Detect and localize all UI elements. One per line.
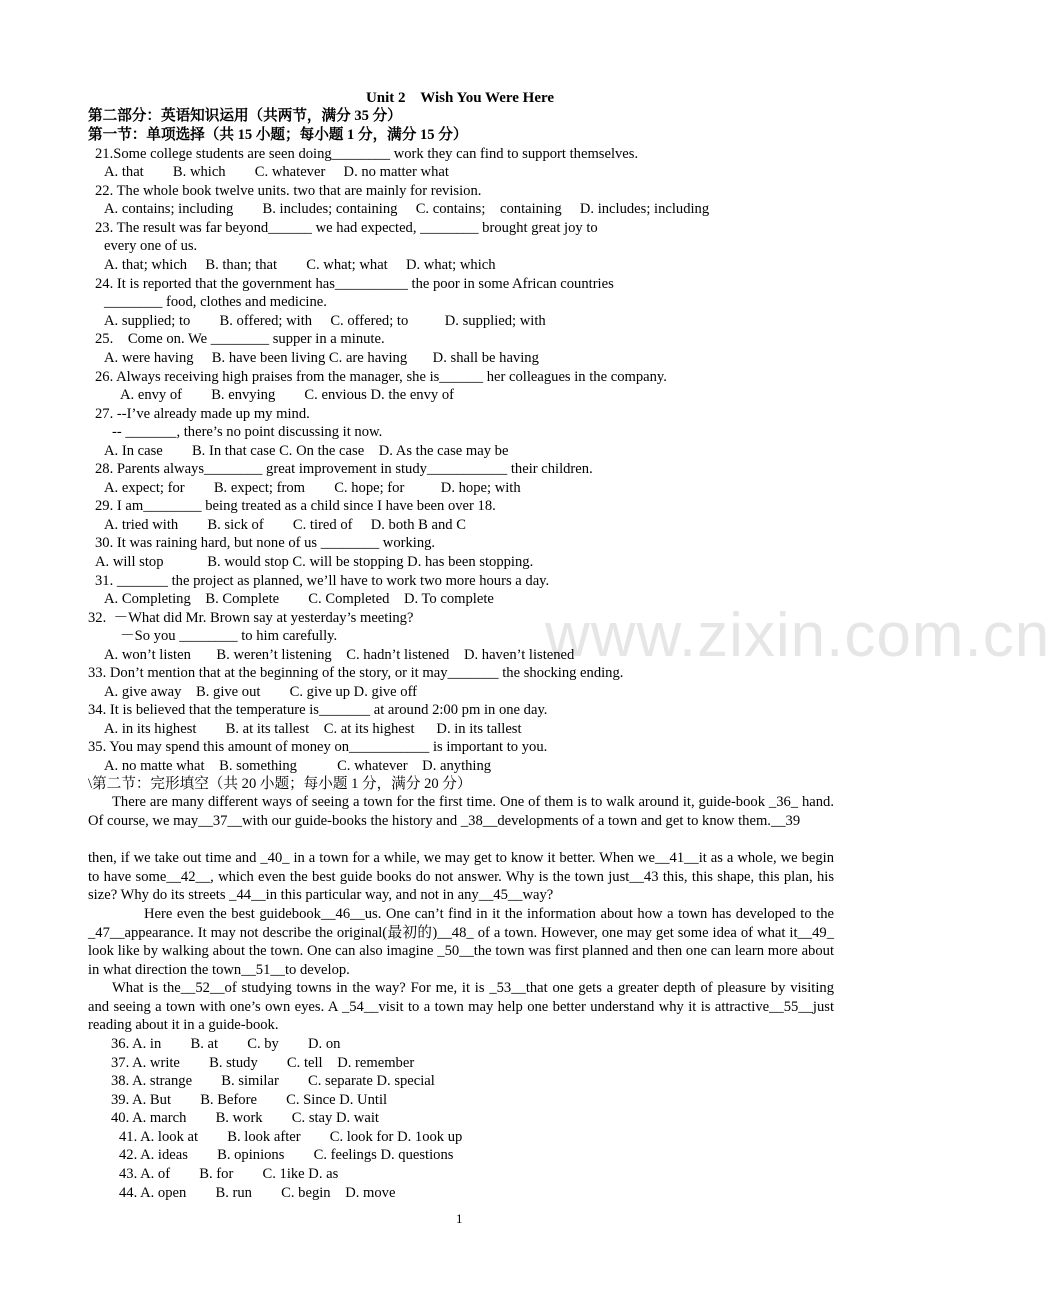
question-line: 33. Don’t mention that at the beginning of the story, or it may_______ the shocking ending.	[88, 665, 624, 681]
option-line: 36. A. in B. at C. by D. on	[111, 1036, 341, 1052]
cloze-paragraph-1: There are many different ways of seeing a town for the first time. One of them is to walk around it, guide-book _36_ hand. Of course, we may__37__with our guide-books the history and _38__developments of a town and get to know them.__39	[88, 794, 834, 829]
question-line: every one of us.	[104, 238, 198, 254]
question-line: －So you ________ to him carefully.	[120, 628, 338, 644]
option-line: 42. A. ideas B. opinions C. feelings D. questions	[119, 1147, 454, 1163]
question-line: 30. It was raining hard, but none of us ________ working.	[95, 535, 436, 551]
part2-header: 第二部分：英语知识运用（共两节，满分 35 分）	[88, 108, 402, 124]
option-line: 44. A. open B. run C. begin D. move	[119, 1185, 396, 1201]
question-line: 25. Come on. We ________ supper in a minute.	[95, 331, 385, 347]
question-line: -- _______, there’s no point discussing it now.	[112, 424, 383, 440]
question-line: A. tried with B. sick of C. tired of D. both B and C	[104, 517, 466, 533]
question-line: ________ food, clothes and medicine.	[104, 294, 327, 310]
option-line: 37. A. write B. study C. tell D. remember	[111, 1055, 415, 1071]
question-line: A. will stop B. would stop C. will be stopping D. has been stopping.	[95, 554, 534, 570]
question-line: A. contains; including B. includes; containing C. contains; containing D. includes; including	[104, 201, 710, 217]
question-line: 28. Parents always________ great improvement in study___________ their children.	[95, 461, 593, 477]
question-line: 21.Some college students are seen doing________ work they can find to support themselves.	[95, 146, 639, 162]
question-line: A. won’t listen B. weren’t listening C. hadn’t listened D. haven’t listened	[104, 647, 575, 663]
question-line: A. that; which B. than; that C. what; what D. what; which	[104, 257, 496, 273]
question-line: A. in its highest B. at its tallest C. at its highest D. in its tallest	[104, 721, 522, 737]
cloze-paragraph-3: What is the__52__of studying towns in the way? For me, it is _53__that one gets a greater depth of pleasure by visiting and seeing a town with one’s own eyes. A _54__visit to a town may help one better understand why it is attractive__55__just reading about it in a guide-book.	[88, 980, 834, 1034]
question-line: A. were having B. have been living C. are having D. shall be having	[104, 350, 539, 366]
option-line: 40. A. march B. work C. stay D. wait	[111, 1110, 379, 1126]
question-line: 23. The result was far beyond______ we had expected, ________ brought great joy to	[95, 220, 598, 236]
watermark: www.zixin.com.cn	[545, 601, 1050, 670]
cloze-paragraph-2: Here even the best guidebook__46__us. One can’t find in it the information about how a town has developed to the _47__appearance. It may not describe the original(最初的)__48_ of a town. However, one may get some idea of what it__49_ look like by walking about the town. One can also imagine _50__the town was first planned and then one can learn more about in what direction the town__51__to develop.	[88, 906, 834, 978]
question-line: 24. It is reported that the government has__________ the poor in some African countries	[95, 276, 614, 292]
question-line: A. supplied; to B. offered; with C. offered; to D. supplied; with	[104, 313, 546, 329]
question-line: A. expect; for B. expect; from C. hope; for D. hope; with	[104, 480, 521, 496]
page-number: 1	[456, 1211, 463, 1226]
question-line: 31. _______ the project as planned, we’ll have to work two more hours a day.	[95, 573, 550, 589]
question-line: A. give away B. give out C. give up D. give off	[104, 684, 418, 700]
question-line: 32. －What did Mr. Brown say at yesterday’s meeting?	[88, 610, 414, 626]
question-line: 29. I am________ being treated as a child since I have been over 18.	[95, 498, 496, 514]
question-line: 35. You may spend this amount of money on___________ is important to you.	[88, 739, 548, 755]
question-line: A. envy of B. envying C. envious D. the envy of	[120, 387, 454, 403]
question-line: 26. Always receiving high praises from the manager, she is______ her colleagues in the company.	[95, 369, 667, 385]
option-line: 41. A. look at B. look after C. look for D. 1ook up	[119, 1129, 463, 1145]
question-line: \第二节：完形填空（共 20 小题；每小题 1 分，满分 20 分）	[88, 776, 472, 792]
option-line: 38. A. strange B. similar C. separate D. special	[111, 1073, 435, 1089]
question-line: 27. --I’ve already made up my mind.	[95, 406, 310, 422]
option-line: 39. A. But B. Before C. Since D. Until	[111, 1092, 388, 1108]
question-line: A. that B. which C. whatever D. no matter what	[104, 164, 449, 180]
question-line: 34. It is believed that the temperature is_______ at around 2:00 pm in one day.	[88, 702, 548, 718]
question-line: A. no matte what B. something C. whatever D. anything	[104, 758, 492, 774]
question-line: A. Completing B. Complete C. Completed D. To complete	[104, 591, 494, 607]
question-line: 22. The whole book twelve units. two that are mainly for revision.	[95, 183, 482, 199]
unit-title: Unit 2 Wish You Were Here	[365, 90, 555, 106]
question-line: A. In case B. In that case C. On the case D. As the case may be	[104, 443, 509, 459]
option-line: 43. A. of B. for C. 1ike D. as	[119, 1166, 339, 1182]
section1-header: 第一节：单项选择（共 15 小题；每小题 1 分，满分 15 分）	[88, 127, 468, 143]
cloze-paragraph-1-continued: then, if we take out time and _40_ in a town for a while, we may get to know it better. When we__41__it as a whole, we begin to have some__42__, which even the best guide books do not answer. Why is the town just__43 this, this shape, this plan, his size? Why do its streets _44__in this particular way, and not in any__45__way?	[88, 850, 834, 904]
